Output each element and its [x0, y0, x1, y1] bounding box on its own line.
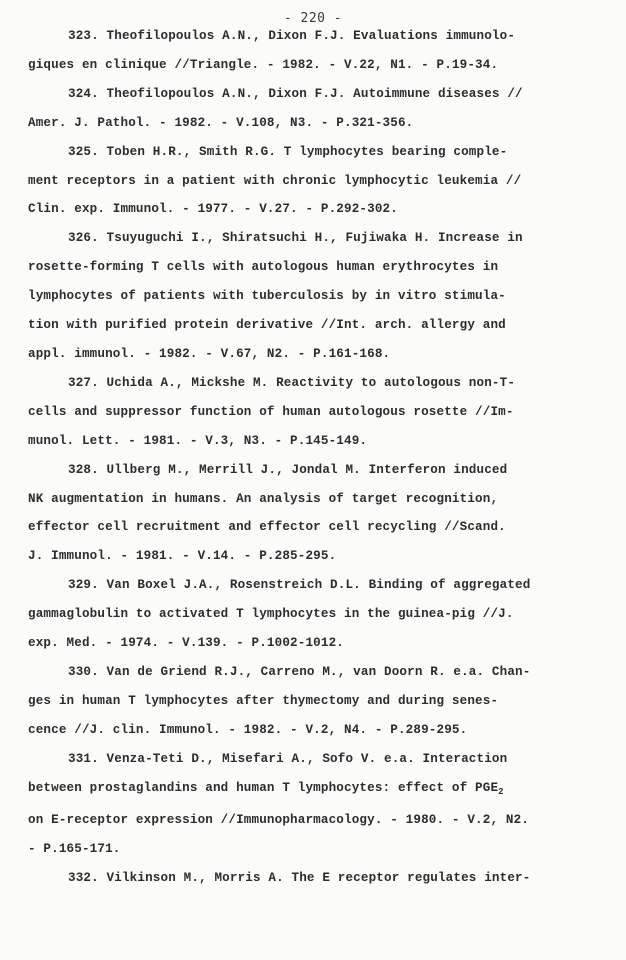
reference-entry-326 [28, 224, 594, 369]
reference-entry-325 [28, 138, 594, 225]
reference-line: cence //J. clin. Immunol. - 1982. - V.2, N4. - P.289-295. [28, 722, 468, 737]
subscript-digit: 2 [498, 786, 504, 797]
reference-line: exp. Med. - 1974. - V.139. - P.1002-1012. [28, 636, 345, 651]
reference-line: - P.165-171. [28, 842, 121, 857]
reference-line: 325. Toben H.R., Smith R.G. T lymphocytes bearing comple- [68, 144, 508, 159]
reference-line-text: between prostaglandins and human T lymphocytes: effect of PGE [28, 780, 499, 795]
reference-entry-323 [28, 22, 594, 80]
reference-line: Amer. J. Pathol. - 1982. - V.108, N3. - P.321-356. [28, 115, 414, 130]
reference-entry-331 [28, 745, 594, 865]
reference-line: effector cell recruitment and effector cell recycling //Scand. [28, 520, 506, 535]
bibliography-list [28, 22, 594, 893]
reference-line: giques en clinique //Triangle. - 1982. - V.22, N1. - P.19-34. [28, 57, 499, 72]
reference-line: ment receptors in a patient with chronic lymphocytic leukemia // [28, 173, 522, 188]
reference-line: 328. Ullberg M., Merrill J., Jondal M. Interferon induced [68, 462, 508, 477]
reference-line: munol. Lett. - 1981. - V.3, N3. - P.145-149. [28, 433, 368, 448]
reference-line: J. Immunol. - 1981. - V.14. - P.285-295. [28, 549, 337, 564]
reference-line: ges in human T lymphocytes after thymectomy and during senes- [28, 693, 499, 708]
reference-line: Clin. exp. Immunol. - 1977. - V.27. - P.292-302. [28, 202, 398, 217]
reference-line: 324. Theofilopoulos A.N., Dixon F.J. Autoimmune diseases // [68, 86, 523, 101]
reference-line: rosette-forming T cells with autologous human erythrocytes in [28, 260, 499, 275]
reference-line: 332. Vilkinson M., Morris A. The E receptor regulates inter- [68, 871, 531, 886]
reference-line: 326. Tsuyuguchi I., Shiratsuchi H., Fujiwaka H. Increase in [68, 231, 523, 246]
reference-entry-332 [28, 864, 594, 893]
reference-line: 327. Uchida A., Mickshe M. Reactivity to autologous non-T- [68, 375, 516, 390]
reference-entry-328 [28, 456, 594, 572]
reference-line: 323. Theofilopoulos A.N., Dixon F.J. Evaluations immunolo- [68, 29, 516, 43]
reference-entry-330 [28, 658, 594, 745]
reference-entry-329 [28, 571, 594, 658]
reference-line: 330. Van de Griend R.J., Carreno M., van Doorn R. e.a. Chan- [68, 664, 531, 679]
reference-line: NK augmentation in humans. An analysis of target recognition, [28, 491, 499, 506]
reference-line: on E-receptor expression //Immunopharmacology. - 1980. - V.2, N2. [28, 813, 529, 828]
reference-line: 331. Venza-Teti D., Misefari A., Sofo V. e.a. Interaction [68, 751, 508, 766]
reference-line: gammaglobulin to activated T lymphocytes in the guinea-pig //J. [28, 607, 514, 622]
reference-entry-327 [28, 369, 594, 456]
reference-line: appl. immunol. - 1982. - V.67, N2. - P.161-168. [28, 346, 391, 361]
reference-line: tion with purified protein derivative //Int. arch. allergy and [28, 318, 506, 333]
page-number: - 220 - [283, 11, 343, 26]
reference-line-with-subscript [28, 774, 594, 807]
reference-line: 329. Van Boxel J.A., Rosenstreich D.L. Binding of aggregated [68, 578, 531, 593]
reference-entry-324 [28, 80, 594, 138]
reference-line: lymphocytes of patients with tuberculosis by in vitro stimula- [28, 289, 506, 304]
reference-line: cells and suppressor function of human autologous rosette //Im- [28, 404, 514, 419]
